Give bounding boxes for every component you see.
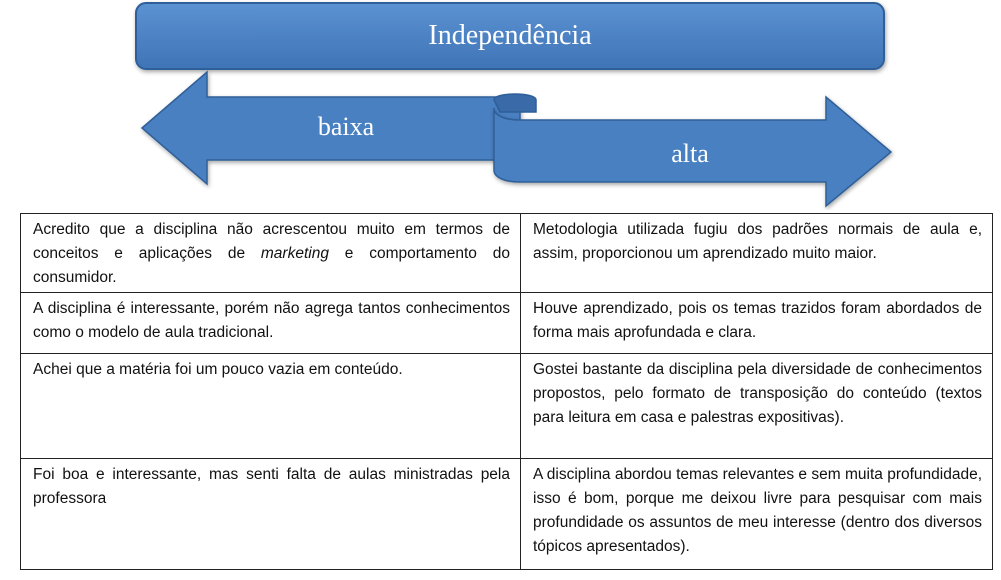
table-row xyxy=(21,459,993,570)
high-cell: A disciplina abordou temas relevantes e sem muita profundidade, isso é bom, porque me deixou livre para pesquisar com mais profundidade os assuntos de meu interesse (dentro dos diversos tópicos apresentados). xyxy=(521,459,993,570)
high-cell: Houve aprendizado, pois os temas trazidos foram abordados de forma mais aprofundada e clara. xyxy=(521,293,993,354)
table-row xyxy=(21,293,993,354)
high-label: alta xyxy=(671,139,709,168)
low-cell: Acredito que a disciplina não acrescentou muito em termos de conceitos e aplicações de marketing e comportamento do consumidor. xyxy=(21,214,521,293)
high-cell: Gostei bastante da disciplina pela diversidade de conhecimentos propostos, pelo formato de transposição do conteúdo (textos para leitura em casa e palestras expositivas). xyxy=(521,354,993,459)
table-row xyxy=(21,354,993,459)
title-text: Independência xyxy=(428,20,592,51)
independence-diagram xyxy=(0,0,1001,210)
low-cell: Foi boa e interessante, mas senti falta de aulas ministradas pela professora xyxy=(21,459,521,570)
table-row xyxy=(21,214,993,293)
opinions-table xyxy=(20,213,993,570)
arrow-curl xyxy=(494,94,536,112)
low-label: baixa xyxy=(317,112,375,141)
high-cell: Metodologia utilizada fugiu dos padrões normais de aula e, assim, proporcionou um aprendizado muito maior. xyxy=(521,214,993,293)
low-cell: A disciplina é interessante, porém não agrega tantos conhecimentos como o modelo de aula tradicional. xyxy=(21,293,521,354)
low-cell: Achei que a matéria foi um pouco vazia em conteúdo. xyxy=(21,354,521,459)
